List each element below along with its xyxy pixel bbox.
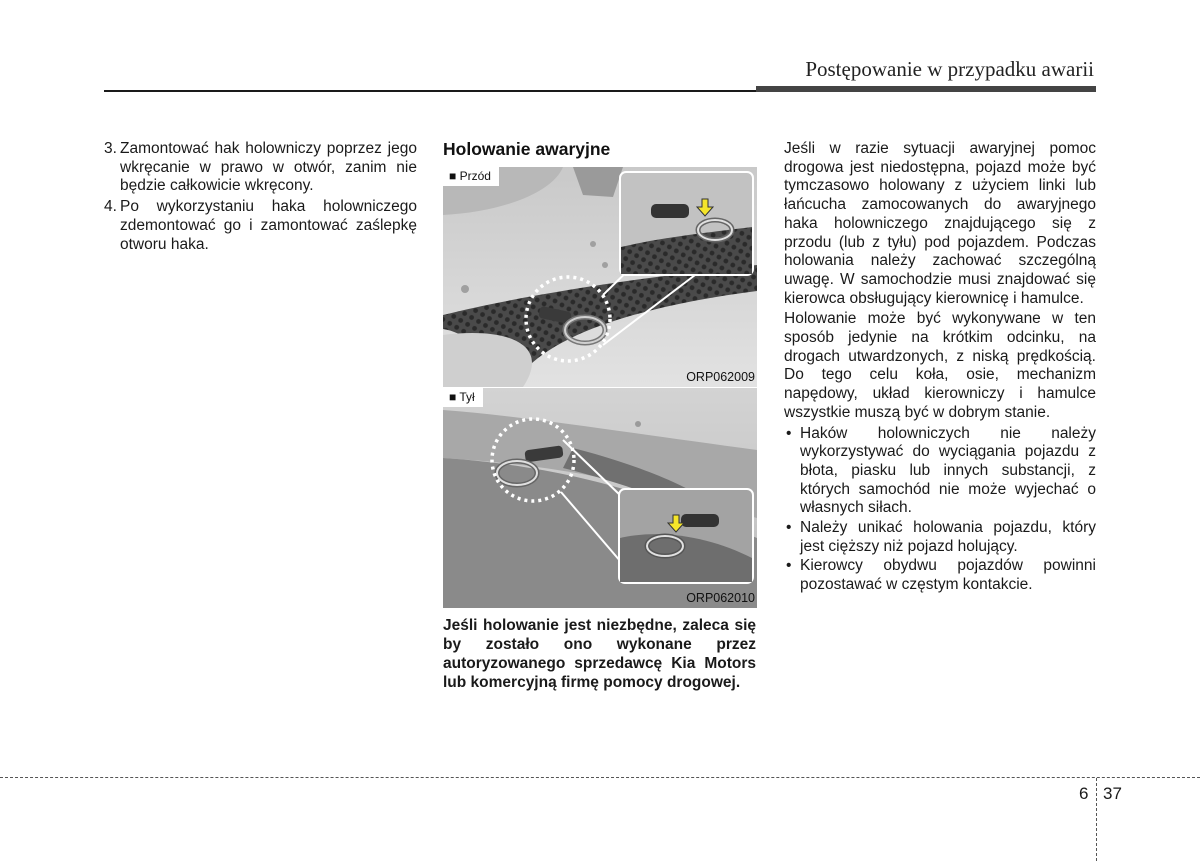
page-header-title: Postępowanie w przypadku awarii <box>805 57 1094 81</box>
front-bumper-illustration <box>443 167 757 387</box>
bullet-dot: • <box>786 519 792 537</box>
bullet-text: Należy unikać holowania pojazdu, który jest cięższy niż pojazd holujący. <box>800 519 1096 555</box>
step-text: Zamontować hak holowniczy poprzez jego wkręcanie w prawo w otwór, zanim nie będzie całkowicie wkręcony. <box>120 140 417 195</box>
footer-dashed-divider <box>1096 778 1097 861</box>
chapter-number: 6 <box>1079 784 1089 803</box>
footer-dashed-rule <box>0 777 1200 778</box>
bullet-item <box>784 557 1096 594</box>
bullet-text: Haków holowniczych nie należy wykorzystywać do wyciągania pojazdu z błota, piasku lub innych substancji, z których samochód nie może wyjechać o własnych siłach. <box>800 424 1096 517</box>
left-column <box>104 140 417 256</box>
paragraph: Jeśli w razie sytuacji awaryjnej pomoc drogowa jest niedostępna, pojazd może być tymczasowo holowany z użyciem linki lub łańcucha zamocowanych do awaryjnego haka holowniczego znajdującego się z przodu (lub z tyłu) pod pojazdem. Podczas holowania należy zachować szczególną uwagę. W samochodzie musi znajdować się kierowca obsługujący kierownicę i hamulce. <box>784 140 1096 307</box>
instruction-step <box>104 198 417 254</box>
figure-front-tow-hook <box>443 167 757 387</box>
figure-code-rear: ORP062010 <box>686 591 755 605</box>
bullet-dot: • <box>786 557 792 575</box>
step-number: 3. <box>104 140 117 157</box>
header-rule-thin <box>104 90 756 92</box>
bullet-text: Kierowcy obydwu pojazdów powinni pozostawać w częstym kontakcie. <box>800 557 1096 594</box>
step-text: Po wykorzystaniu haka holowniczego zdemontować go i zamontować zaślepkę otworu haka. <box>120 198 417 253</box>
bullet-item <box>784 519 1096 556</box>
figure-label-rear: ■ Tył <box>443 388 483 407</box>
page-number: 37 <box>1103 784 1122 803</box>
towing-note: Jeśli holowanie jest niezbędne, zaleca się by zostało ono wykonane przez autoryzowanego sprzedawcę Kia Motors lub komercyjną firmę pomocy drogowej. <box>443 617 756 691</box>
header-rule-thick <box>756 86 1096 92</box>
right-column <box>784 140 1096 596</box>
section-heading: Holowanie awaryjne <box>443 139 611 159</box>
figure-label-front: ■ Przód <box>443 167 499 186</box>
figure-rear-tow-hook <box>443 388 757 608</box>
rear-bumper-illustration <box>443 388 757 608</box>
step-number: 4. <box>104 198 117 216</box>
bullet-item <box>784 425 1096 519</box>
instruction-step <box>104 140 417 196</box>
bullet-dot: • <box>786 424 792 442</box>
paragraph: Holowanie może być wykonywane w ten sposób jedynie na krótkim odcinku, na drogach utwardzonych, z niską prędkością. Do tego celu koła, osie, mechanizm napędowy, układ kierowniczy i hamulce wszystkie muszą być w dobrym stanie. <box>784 310 1096 421</box>
figure-code-front: ORP062009 <box>686 370 755 384</box>
